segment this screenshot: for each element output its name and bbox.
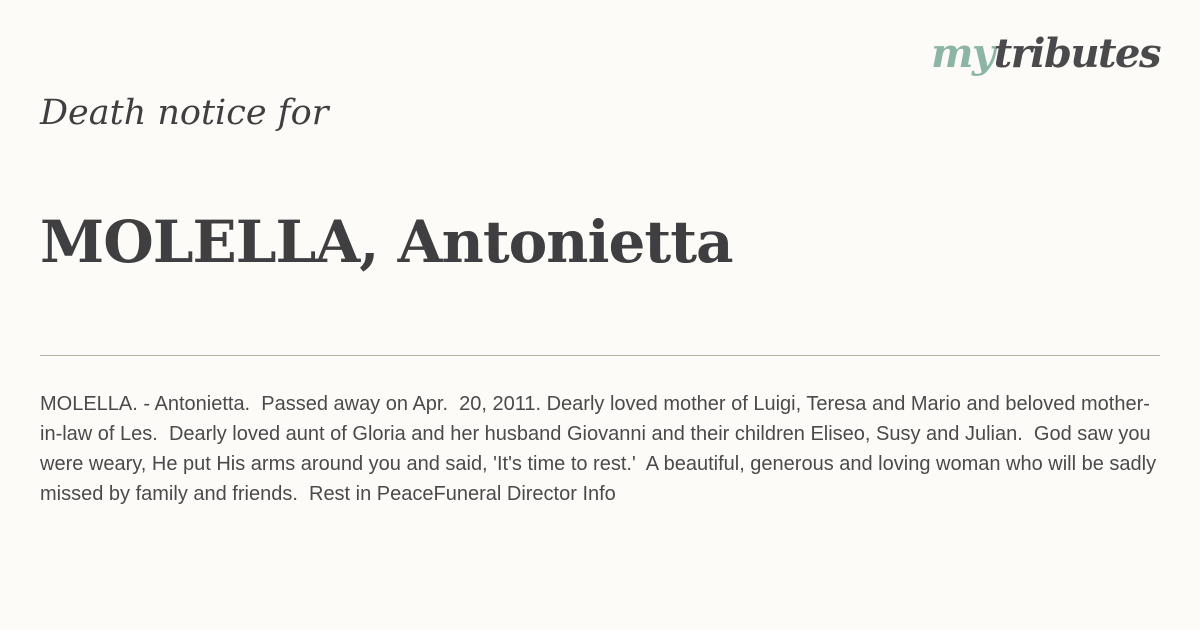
- deceased-name: MOLELLA, Antonietta: [40, 208, 733, 276]
- notice-text: MOLELLA. - Antonietta. Passed away on Apr. 20, 2011. Dearly loved mother of Luigi, Teresa and Mario and beloved mother-in-law of Les. Dearly loved aunt of Gloria and her husband Giovanni and their children Eliseo, Susy and Julian. God saw you were weary, He put His arms around you and said, 'It's time to rest.' A beautiful, generous and loving woman who will be sadly missed by family and friends. Rest in PeaceFuneral Director Info: [40, 393, 1162, 505]
- section-divider: [40, 355, 1160, 356]
- mytributes-logo[interactable]: [931, 30, 1160, 77]
- death-notice-subtitle: Death notice for: [40, 93, 329, 133]
- logo-part-my: my: [931, 30, 994, 77]
- logo-part-tributes: tributes: [993, 30, 1160, 77]
